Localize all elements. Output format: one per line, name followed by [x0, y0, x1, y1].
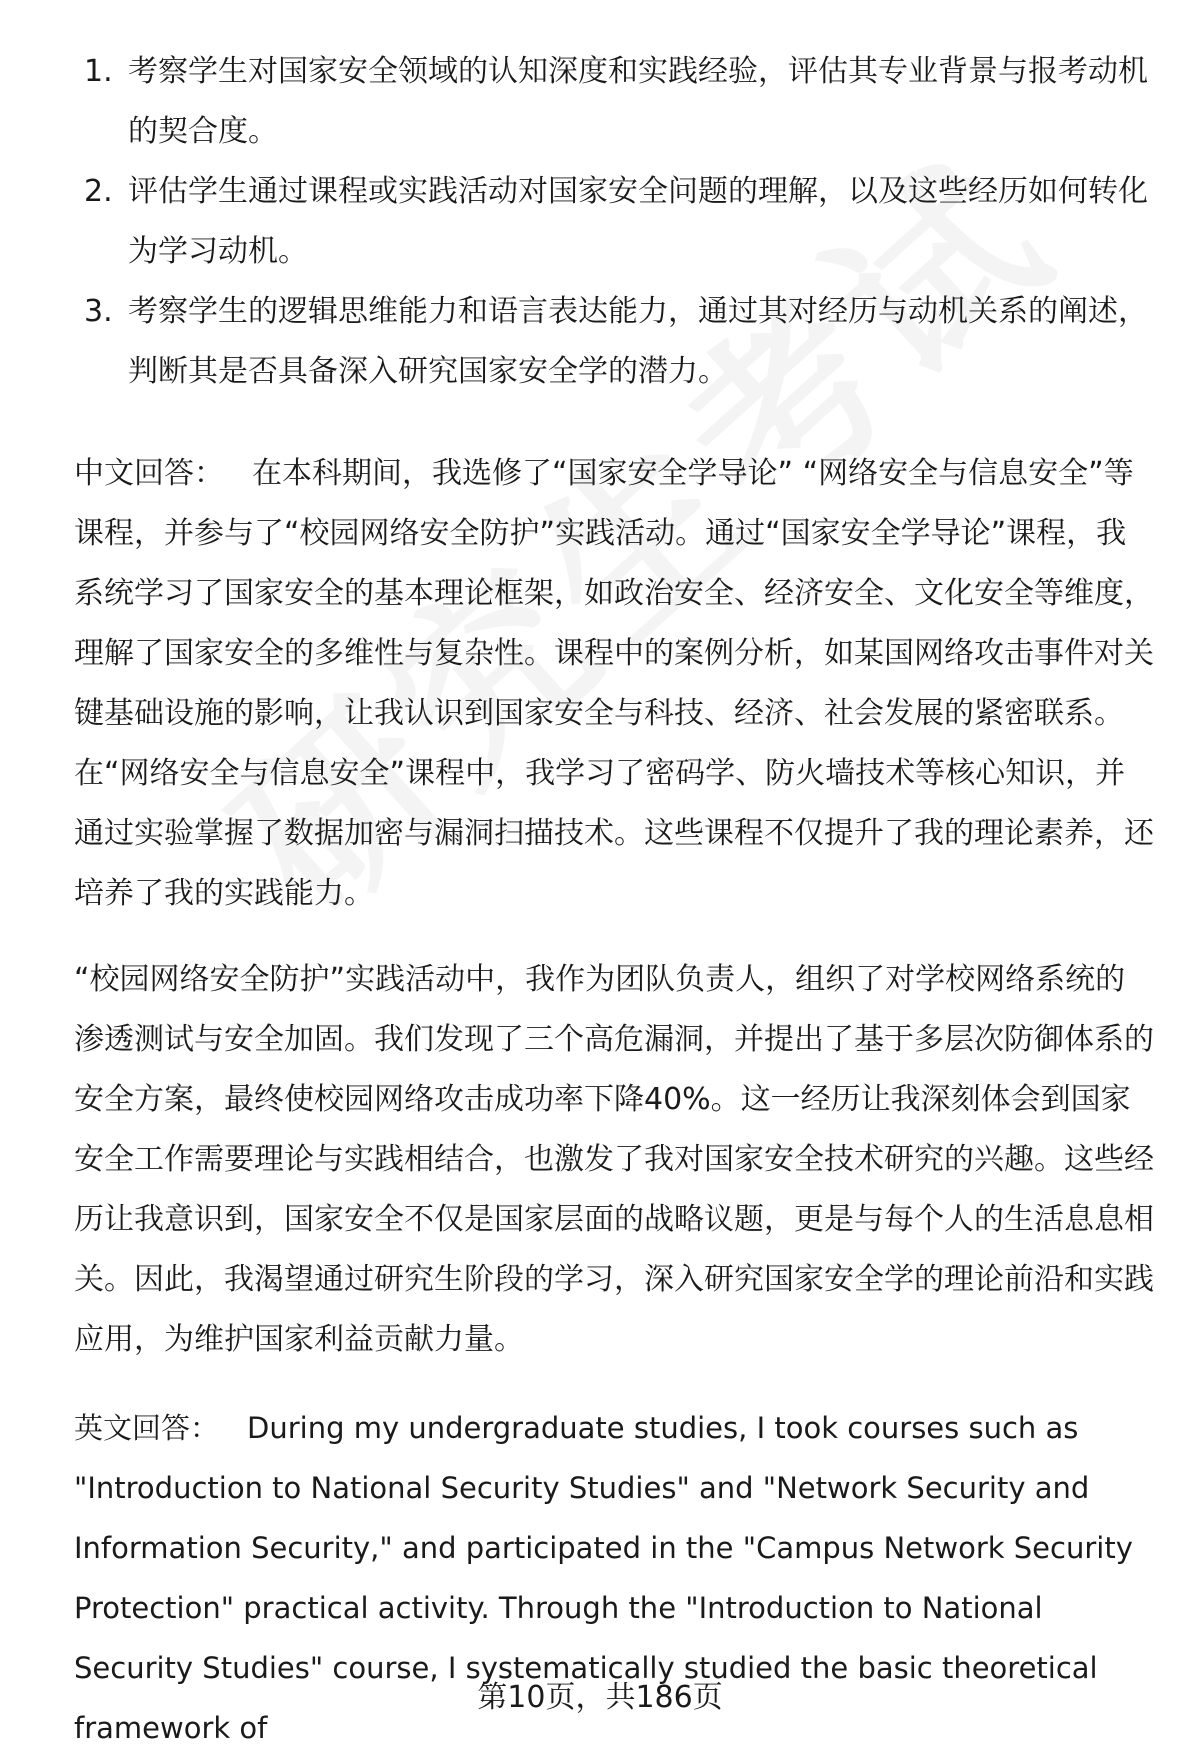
evaluation-points-list	[74, 42, 1154, 402]
chinese-answer-paragraph-2	[74, 950, 1154, 1370]
list-item	[74, 162, 1154, 282]
english-answer-text: During my undergraduate studies, I took courses such as "Introduction to National Security Studies" and "Network Security and Information Security," and participated in the "Campus Network Security Protection" practical activity. Through the "Introduction to National Security Studies" course, I systematically studied the basic theoretical framework of	[74, 1411, 1133, 1745]
chinese-answer-text-2: “校园网络安全防护”实践活动中，我作为团队负责人，组织了对学校网络系统的渗透测试与安全加固。我们发现了三个高危漏洞，并提出了基于多层次防御体系的安全方案，最终使校园网络攻击成功率下降40%。这一经历让我深刻体会到国家安全工作需要理论与实践相结合，也激发了我对国家安全技术研究的兴趣。这些经历让我意识到，国家安全不仅是国家层面的战略议题，更是与每个人的生活息息相关。因此，我渴望通过研究生阶段的学习，深入研究国家安全学的理论前沿和实践应用，为维护国家利益贡献力量。	[74, 962, 1154, 1357]
list-item	[74, 282, 1154, 402]
chinese-answer-text-1: 在本科期间，我选修了“国家安全学导论” “网络安全与信息安全”等课程，并参与了“校园网络安全防护”实践活动。通过“国家安全学导论”课程，我系统学习了国家安全的基本理论框架，如政治安全、经济安全、文化安全等维度，理解了国家安全的多维性与复杂性。课程中的案例分析，如某国网络攻击事件对关键基础设施的影响，让我认识到国家安全与科技、经济、社会发展的紧密联系。在“网络安全与信息安全”课程中，我学习了密码学、防火墙技术等核心知识，并通过实验掌握了数据加密与漏洞扫描技术。这些课程不仅提升了我的理论素养，还培养了我的实践能力。	[74, 456, 1154, 911]
page-footer	[0, 1678, 1200, 1718]
list-item-number: 3.	[84, 294, 113, 329]
list-item-text: 评估学生通过课程或实践活动对国家安全问题的理解，以及这些经历如何转化为学习动机。	[128, 174, 1148, 269]
list-item	[74, 42, 1154, 162]
chinese-answer-paragraph-1	[74, 444, 1154, 924]
chinese-answer-label: 中文回答：	[74, 456, 224, 491]
english-answer-label: 英文回答：	[74, 1411, 220, 1445]
list-item-number: 2.	[84, 174, 113, 209]
list-item-text: 考察学生的逻辑思维能力和语言表达能力，通过其对经历与动机关系的阐述，判断其是否具备深入研究国家安全学的潜力。	[128, 294, 1148, 389]
list-item-number: 1.	[84, 54, 113, 89]
list-item-text: 考察学生对国家安全领域的认知深度和实践经验，评估其专业背景与报考动机的契合度。	[128, 54, 1148, 149]
page-number-label: 第10页，共186页	[477, 1680, 723, 1715]
